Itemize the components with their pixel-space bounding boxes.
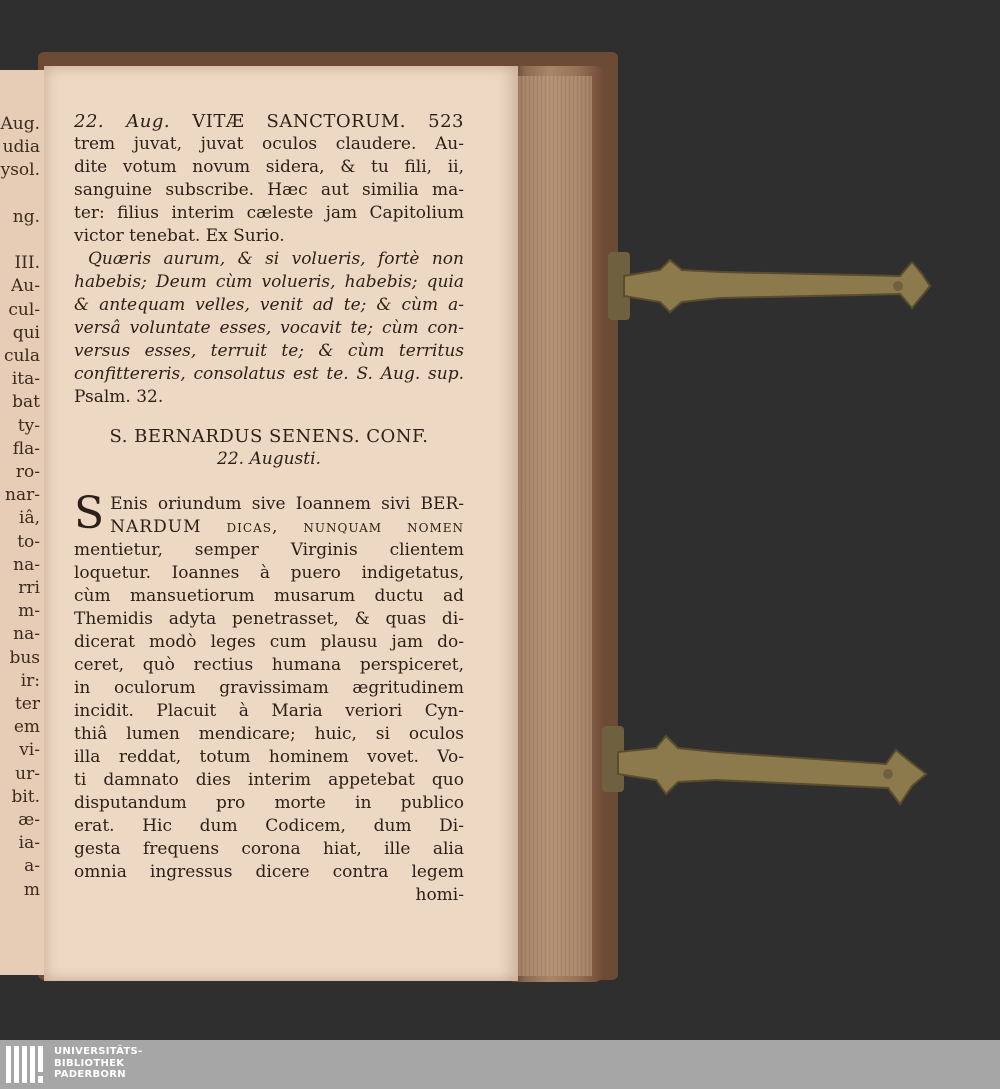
library-name-line: BIBLIOTHEK: [54, 1057, 125, 1069]
left-page-line: to-: [17, 531, 40, 552]
left-page-line: m-: [18, 601, 40, 622]
left-page-line: ur-: [15, 763, 40, 784]
left-page-line: ir:: [20, 670, 40, 691]
left-page-line: ysol.: [0, 160, 40, 181]
left-page-line: a-: [24, 856, 40, 877]
library-logo-icon: [6, 1044, 48, 1085]
text-line: cùm mansuetiorum musarum ductu ad: [74, 586, 464, 606]
left-page-line: fla-: [12, 438, 40, 459]
left-page-line: Au-: [11, 276, 40, 297]
quote-line: Quæris aurum, & si volueris, fortè non: [88, 249, 464, 269]
text-line: ti damnato dies interim appetebat quo: [74, 770, 464, 790]
page-edges: [518, 76, 592, 976]
text-line: ceret, quò rectius humana perspiceret,: [74, 655, 464, 675]
left-page-line: æ-: [18, 810, 40, 830]
quote-line: Psalm. 32.: [74, 387, 164, 407]
left-page-line: qui: [12, 322, 40, 343]
left-page-line: vi-: [19, 740, 40, 761]
left-page-line: cul-: [8, 299, 40, 320]
text-line: incidit. Placuit à Maria veriori Cyn-: [74, 701, 464, 721]
left-page-line: ng.: [12, 206, 40, 227]
left-page-line: iâ,: [19, 508, 40, 529]
text-line: Themidis adyta penetrasset, & quas di-: [74, 609, 464, 629]
text-line: ter: filius interim cæleste jam Capitolium: [74, 203, 464, 223]
text-line: disputandum pro morte in publico: [74, 793, 464, 813]
body-paragraph: [74, 488, 464, 907]
section-heading: S. BERNARDUS SENENS. CONF.: [109, 426, 429, 447]
text-line: NARDUM dicas, nunquam nomen: [110, 517, 464, 537]
quote-line: versus esses, terruit te; & cùm territus: [74, 341, 464, 361]
catchword: homi-: [415, 885, 464, 905]
text-line: gesta frequens corona hiat, ille alia: [74, 839, 464, 859]
library-name-line: UNIVERSITÄTS-: [54, 1046, 143, 1057]
body-lines: [74, 539, 464, 884]
page-text: [74, 110, 464, 907]
left-page-line: bat: [12, 392, 40, 413]
text-line: in oculorum gravissimam ægritudinem: [74, 678, 464, 698]
left-page-line: bus: [9, 647, 40, 668]
paragraph-1: [74, 133, 464, 248]
book-page: [44, 66, 518, 981]
left-page-line: m: [23, 879, 40, 900]
left-page-line: bit.: [11, 786, 40, 807]
upper-clasp-icon: [600, 246, 935, 326]
left-page-line: em: [13, 717, 40, 738]
drop-cap: S: [74, 488, 105, 539]
lower-clasp-icon: [596, 722, 936, 812]
text-line: loquetur. Ioannes à puero indigetatus,: [74, 563, 464, 583]
text-line: sanguine subscribe. Hæc aut similia ma-: [74, 180, 464, 200]
left-page-line: ter: [14, 694, 40, 714]
left-page-line: na-: [13, 554, 40, 575]
running-head-date: 22. Aug.: [74, 111, 171, 132]
quote-line: habebis; Deum cùm volueris, habebis; quia: [74, 272, 464, 292]
text-line: Enis oriundum sive Ioannem sivi BER-: [110, 494, 464, 514]
left-page-line: III.: [14, 253, 40, 274]
page-number: 523: [428, 111, 464, 132]
left-page-line: ro-: [15, 462, 40, 482]
left-page-line: ia-: [18, 833, 40, 854]
left-page-line: na-: [13, 624, 40, 645]
text-line: thiâ lumen mendicare; huic, si oculos: [74, 724, 464, 744]
text-line: dicerat modò leges cum plausu jam do-: [74, 632, 464, 652]
running-head-title: VITÆ SANCTORUM.: [192, 111, 406, 132]
left-page-line: cula: [3, 346, 40, 366]
augustine-quote: [74, 248, 464, 409]
text-line: illa reddat, totum hominem vovet. Vo-: [74, 747, 464, 767]
quote-line: versâ voluntate esses, vocavit te; cùm con-: [74, 318, 464, 338]
section-date: 22. Augusti.: [217, 449, 321, 469]
quote-line: confittereris, consolatus est te. S. Aug. sup.: [74, 364, 464, 384]
text-line: erat. Hic dum Codicem, dum Di-: [74, 816, 464, 836]
footer-bar: [0, 1040, 1000, 1089]
previous-page-fragment: [0, 70, 46, 975]
library-name: [54, 1046, 143, 1081]
left-page-line: Aug.: [0, 114, 40, 134]
left-page-line: rri: [18, 578, 40, 598]
left-page-line: udia: [2, 137, 40, 158]
library-name-line: PADERBORN: [54, 1069, 126, 1080]
text-line: trem juvat, juvat oculos claudere. Au-: [74, 134, 464, 154]
text-line: victor tenebat. Ex Surio.: [74, 226, 285, 246]
running-head: [74, 110, 464, 133]
left-page-line: ty-: [17, 415, 40, 436]
quote-line: & antequam velles, venit ad te; & cùm a-: [74, 295, 464, 315]
left-page-line: ita-: [11, 369, 40, 390]
left-page-line: nar-: [5, 485, 40, 506]
text-line: dite votum novum sidera, & tu fili, ii,: [74, 157, 464, 177]
text-line: omnia ingressus dicere contra legem: [74, 862, 464, 882]
text-line: mentietur, semper Virginis clientem: [74, 540, 464, 560]
